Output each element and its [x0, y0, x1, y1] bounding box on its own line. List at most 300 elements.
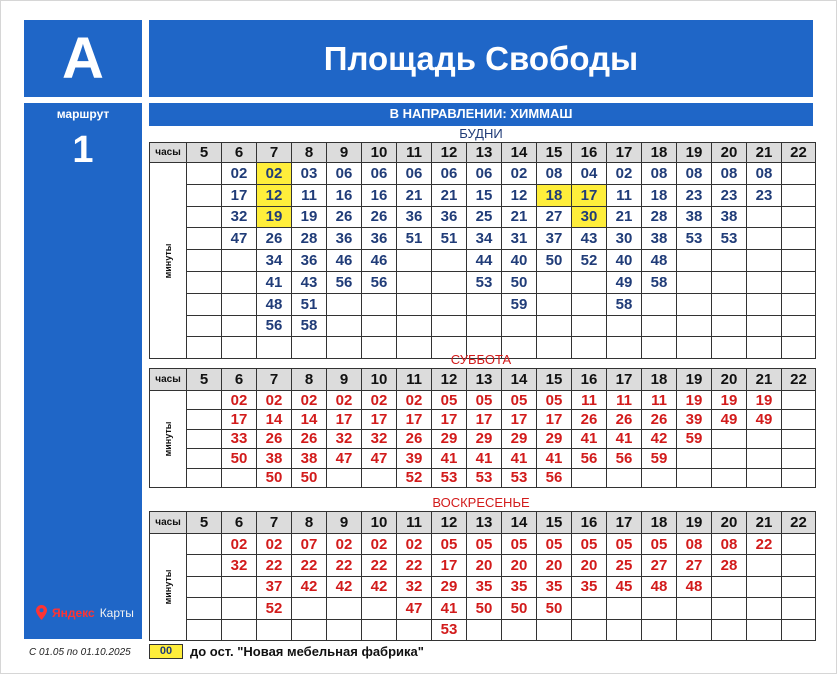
minute-cell [432, 271, 467, 293]
minute-cell [187, 449, 222, 468]
minute-cell: 05 [537, 534, 572, 555]
hour-cell: 15 [537, 512, 572, 534]
minute-cell: 46 [327, 250, 362, 272]
minutes-label: минуты [163, 421, 173, 457]
minute-cell [397, 293, 432, 315]
minute-cell [187, 228, 222, 250]
minute-cell [222, 293, 257, 315]
minute-cell: 51 [292, 293, 327, 315]
route-letter: А [24, 20, 142, 97]
hours-row [150, 512, 816, 534]
hour-cell: 5 [187, 143, 222, 163]
minute-cell [502, 619, 537, 640]
minute-cell: 41 [607, 429, 642, 448]
minute-cell [187, 184, 222, 206]
minute-cell [712, 468, 747, 487]
hour-cell: 14 [502, 143, 537, 163]
minute-cell [502, 315, 537, 337]
minute-cell: 25 [607, 555, 642, 576]
minute-cell: 05 [432, 391, 467, 410]
minutes-row [150, 391, 816, 410]
minutes-row [150, 271, 816, 293]
minute-cell: 49 [747, 410, 782, 429]
minute-cell: 17 [432, 410, 467, 429]
minutes-row [150, 250, 816, 272]
minute-cell [642, 315, 677, 337]
minute-cell [782, 468, 816, 487]
hour-cell: 14 [502, 369, 537, 391]
hour-cell: 7 [257, 143, 292, 163]
minute-cell: 26 [257, 429, 292, 448]
minute-cell: 39 [397, 449, 432, 468]
hour-cell: 16 [572, 143, 607, 163]
minute-cell: 19 [292, 206, 327, 228]
minute-cell: 28 [292, 228, 327, 250]
minute-cell: 35 [537, 576, 572, 597]
minute-cell: 16 [327, 184, 362, 206]
minute-cell: 56 [607, 449, 642, 468]
minute-cell: 43 [292, 271, 327, 293]
hours-row [150, 143, 816, 163]
minute-cell-highlighted: 30 [572, 206, 607, 228]
minute-cell: 05 [572, 534, 607, 555]
hour-cell: 9 [327, 143, 362, 163]
minute-cell: 32 [327, 429, 362, 448]
minute-cell: 36 [397, 206, 432, 228]
minutes-label-cell [150, 391, 187, 488]
hour-cell: 7 [257, 512, 292, 534]
hour-cell: 6 [222, 369, 257, 391]
minute-cell: 29 [467, 429, 502, 448]
minute-cell [187, 619, 222, 640]
minute-cell: 27 [537, 206, 572, 228]
minute-cell: 14 [292, 410, 327, 429]
minute-cell: 52 [572, 250, 607, 272]
minute-cell: 34 [257, 250, 292, 272]
minute-cell [222, 250, 257, 272]
minute-cell [187, 163, 222, 185]
minute-cell-highlighted: 18 [537, 184, 572, 206]
minute-cell-highlighted: 12 [257, 184, 292, 206]
minute-cell: 50 [467, 598, 502, 619]
minute-cell [397, 271, 432, 293]
minute-cell: 29 [537, 429, 572, 448]
minute-cell-highlighted: 17 [572, 184, 607, 206]
minute-cell: 20 [572, 555, 607, 576]
legend-text: до ост. "Новая мебельная фабрика" [190, 644, 424, 659]
day-label-saturday: СУББОТА [450, 352, 512, 367]
minute-cell [747, 429, 782, 448]
minute-cell [782, 429, 816, 448]
minute-cell [187, 598, 222, 619]
minute-cell [782, 184, 816, 206]
minute-cell [607, 619, 642, 640]
minute-cell: 36 [362, 228, 397, 250]
minute-cell [432, 250, 467, 272]
day-label-weekdays: БУДНИ [459, 126, 503, 141]
minute-cell: 02 [327, 534, 362, 555]
minute-cell: 38 [292, 449, 327, 468]
hour-cell: 5 [187, 512, 222, 534]
minutes-label: минуты [163, 243, 173, 278]
hour-cell: 15 [537, 369, 572, 391]
minute-cell [782, 271, 816, 293]
hour-cell: 8 [292, 369, 327, 391]
hour-cell: 20 [712, 143, 747, 163]
minute-cell [782, 250, 816, 272]
minute-cell [677, 598, 712, 619]
timetable-weekdays [149, 142, 816, 359]
minute-cell: 26 [257, 228, 292, 250]
minute-cell: 22 [327, 555, 362, 576]
minutes-row [150, 163, 816, 185]
minute-cell [782, 315, 816, 337]
minute-cell: 17 [397, 410, 432, 429]
minute-cell [257, 619, 292, 640]
minutes-label: минуты [163, 569, 173, 605]
minute-cell [362, 315, 397, 337]
minutes-row [150, 293, 816, 315]
minute-cell: 49 [712, 410, 747, 429]
minute-cell: 56 [362, 271, 397, 293]
minute-cell [327, 598, 362, 619]
minute-cell: 17 [502, 410, 537, 429]
minute-cell [747, 619, 782, 640]
minute-cell: 22 [397, 555, 432, 576]
route-sidebar [24, 103, 142, 639]
minutes-row [150, 410, 816, 429]
minute-cell: 22 [362, 555, 397, 576]
minute-cell: 23 [677, 184, 712, 206]
stop-name: Площадь Свободы [149, 20, 813, 97]
minute-cell [782, 293, 816, 315]
minute-cell [362, 619, 397, 640]
minute-cell: 02 [502, 163, 537, 185]
hour-cell: 21 [747, 143, 782, 163]
minute-cell: 59 [642, 449, 677, 468]
minute-cell: 02 [222, 163, 257, 185]
minute-cell: 26 [362, 206, 397, 228]
minute-cell: 04 [572, 163, 607, 185]
hour-cell: 17 [607, 143, 642, 163]
minute-cell [397, 315, 432, 337]
minute-cell: 53 [712, 228, 747, 250]
minute-cell: 42 [292, 576, 327, 597]
minute-cell [362, 293, 397, 315]
minute-cell [327, 315, 362, 337]
minute-cell [782, 534, 816, 555]
minute-cell: 47 [222, 228, 257, 250]
brand-name-maps: Карты [99, 605, 134, 620]
minute-cell-highlighted: 19 [257, 206, 292, 228]
minute-cell: 50 [537, 598, 572, 619]
minute-cell: 21 [607, 206, 642, 228]
minute-cell [537, 619, 572, 640]
minute-cell: 42 [642, 429, 677, 448]
minute-cell [537, 293, 572, 315]
minute-cell: 59 [502, 293, 537, 315]
minute-cell [362, 468, 397, 487]
minute-cell [292, 619, 327, 640]
minute-cell: 05 [467, 391, 502, 410]
minute-cell [747, 468, 782, 487]
minute-cell [747, 315, 782, 337]
hour-cell: 18 [642, 369, 677, 391]
hour-cell: 19 [677, 512, 712, 534]
minute-cell: 05 [467, 534, 502, 555]
minute-cell [642, 293, 677, 315]
minute-cell: 12 [502, 184, 537, 206]
minute-cell: 18 [642, 184, 677, 206]
minute-cell [782, 163, 816, 185]
legend-swatch: 00 [149, 644, 183, 659]
minute-cell: 41 [502, 449, 537, 468]
minute-cell: 47 [327, 449, 362, 468]
minute-cell: 23 [747, 184, 782, 206]
minute-cell [782, 391, 816, 410]
minute-cell [537, 315, 572, 337]
minute-cell: 06 [327, 163, 362, 185]
minute-cell: 08 [747, 163, 782, 185]
minute-cell: 06 [362, 163, 397, 185]
minute-cell: 26 [642, 410, 677, 429]
minute-cell [747, 576, 782, 597]
minute-cell: 56 [572, 449, 607, 468]
minute-cell: 53 [432, 468, 467, 487]
minute-cell: 50 [292, 468, 327, 487]
minute-cell: 25 [467, 206, 502, 228]
minute-cell [747, 598, 782, 619]
minute-cell: 27 [642, 555, 677, 576]
minute-cell: 20 [537, 555, 572, 576]
minute-cell: 19 [712, 391, 747, 410]
hour-cell: 16 [572, 369, 607, 391]
minutes-row [150, 429, 816, 448]
minute-cell [572, 293, 607, 315]
minutes-row [150, 576, 816, 597]
minute-cell: 20 [502, 555, 537, 576]
minute-cell: 21 [432, 184, 467, 206]
minute-cell: 38 [642, 228, 677, 250]
minutes-row [150, 534, 816, 555]
minute-cell: 41 [572, 429, 607, 448]
hour-cell: 17 [607, 512, 642, 534]
hour-cell: 18 [642, 512, 677, 534]
minute-cell: 05 [642, 534, 677, 555]
minute-cell: 36 [327, 228, 362, 250]
minute-cell: 22 [747, 534, 782, 555]
minute-cell: 50 [502, 598, 537, 619]
minute-cell: 47 [362, 449, 397, 468]
hour-cell: 19 [677, 369, 712, 391]
hour-cell: 10 [362, 143, 397, 163]
hour-cell: 20 [712, 512, 747, 534]
minute-cell: 11 [572, 391, 607, 410]
minute-cell [747, 250, 782, 272]
minute-cell [712, 250, 747, 272]
minute-cell [187, 271, 222, 293]
minutes-row [150, 468, 816, 487]
minute-cell: 06 [397, 163, 432, 185]
minute-cell: 15 [467, 184, 502, 206]
minute-cell: 29 [432, 429, 467, 448]
minute-cell [712, 449, 747, 468]
minute-cell [187, 410, 222, 429]
minute-cell: 28 [712, 555, 747, 576]
minute-cell [642, 619, 677, 640]
minute-cell: 05 [502, 391, 537, 410]
minute-cell [747, 206, 782, 228]
minute-cell [677, 619, 712, 640]
minute-cell [782, 555, 816, 576]
hour-cell: 17 [607, 369, 642, 391]
minute-cell: 38 [257, 449, 292, 468]
minute-cell: 05 [537, 391, 572, 410]
minute-cell: 48 [677, 576, 712, 597]
minute-cell [642, 468, 677, 487]
hour-cell: 22 [782, 512, 816, 534]
minute-cell: 44 [467, 250, 502, 272]
minute-cell: 53 [677, 228, 712, 250]
minute-cell [782, 619, 816, 640]
minute-cell: 41 [467, 449, 502, 468]
minute-cell [187, 315, 222, 337]
minute-cell [782, 449, 816, 468]
minute-cell: 19 [677, 391, 712, 410]
minute-cell: 21 [397, 184, 432, 206]
minute-cell: 08 [677, 163, 712, 185]
minute-cell [572, 271, 607, 293]
timetable-saturday [149, 368, 816, 488]
minute-cell [397, 250, 432, 272]
minute-cell: 08 [712, 534, 747, 555]
minute-cell [187, 468, 222, 487]
minute-cell [327, 468, 362, 487]
minute-cell [677, 315, 712, 337]
minute-cell [712, 293, 747, 315]
minutes-row [150, 228, 816, 250]
minute-cell: 45 [607, 576, 642, 597]
minute-cell: 50 [257, 468, 292, 487]
minute-cell [327, 293, 362, 315]
minute-cell [782, 206, 816, 228]
minute-cell [572, 598, 607, 619]
hour-cell: 16 [572, 512, 607, 534]
minute-cell: 06 [432, 163, 467, 185]
minute-cell: 30 [607, 228, 642, 250]
minutes-label-cell [150, 163, 187, 359]
minute-cell: 53 [432, 619, 467, 640]
minute-cell [572, 468, 607, 487]
hour-cell: 9 [327, 369, 362, 391]
yandex-maps-logo [36, 605, 134, 620]
minute-cell: 19 [747, 391, 782, 410]
brand-name-yandex: Яндекс [52, 605, 95, 620]
minute-cell: 32 [397, 576, 432, 597]
minute-cell [187, 576, 222, 597]
minute-cell: 58 [607, 293, 642, 315]
minute-cell [747, 271, 782, 293]
minute-cell: 47 [397, 598, 432, 619]
hour-cell: 13 [467, 512, 502, 534]
minute-cell: 02 [327, 391, 362, 410]
minute-cell [712, 271, 747, 293]
minute-cell: 08 [677, 534, 712, 555]
day-label-sunday: ВОСКРЕСЕНЬЕ [432, 495, 530, 510]
hour-cell: 8 [292, 143, 327, 163]
minute-cell [467, 315, 502, 337]
minute-cell: 36 [292, 250, 327, 272]
hour-cell: 20 [712, 369, 747, 391]
minute-cell: 53 [467, 271, 502, 293]
minute-cell [782, 598, 816, 619]
minute-cell: 16 [362, 184, 397, 206]
hour-cell: 11 [397, 369, 432, 391]
minute-cell: 32 [362, 429, 397, 448]
minute-cell [572, 315, 607, 337]
hour-cell: 18 [642, 143, 677, 163]
minute-cell: 11 [292, 184, 327, 206]
minute-cell: 39 [677, 410, 712, 429]
hour-cell: 15 [537, 143, 572, 163]
minute-cell: 56 [537, 468, 572, 487]
minute-cell [642, 598, 677, 619]
minute-cell [712, 598, 747, 619]
minute-cell: 40 [607, 250, 642, 272]
minute-cell: 31 [502, 228, 537, 250]
minute-cell: 41 [257, 271, 292, 293]
minutes-row [150, 206, 816, 228]
minute-cell [222, 315, 257, 337]
minute-cell: 35 [572, 576, 607, 597]
minutes-row [150, 184, 816, 206]
minute-cell [782, 576, 816, 597]
minute-cell: 38 [712, 206, 747, 228]
minute-cell [222, 468, 257, 487]
hour-cell: 8 [292, 512, 327, 534]
minute-cell: 49 [607, 271, 642, 293]
minute-cell [712, 315, 747, 337]
minute-cell [607, 468, 642, 487]
minute-cell [222, 598, 257, 619]
minute-cell: 21 [502, 206, 537, 228]
minutes-row [150, 555, 816, 576]
minute-cell [222, 271, 257, 293]
minute-cell: 11 [607, 184, 642, 206]
minutes-label-cell [150, 534, 187, 641]
minute-cell [747, 228, 782, 250]
minute-cell [187, 534, 222, 555]
minute-cell [747, 293, 782, 315]
minute-cell [677, 468, 712, 487]
hour-cell: 11 [397, 512, 432, 534]
minute-cell: 17 [432, 555, 467, 576]
hour-cell: 6 [222, 512, 257, 534]
minute-cell: 52 [397, 468, 432, 487]
minutes-row [150, 598, 816, 619]
minute-cell: 23 [712, 184, 747, 206]
minute-cell: 08 [712, 163, 747, 185]
minute-cell: 26 [397, 429, 432, 448]
minute-cell: 26 [327, 206, 362, 228]
minute-cell [677, 293, 712, 315]
minute-cell: 52 [257, 598, 292, 619]
minute-cell [677, 271, 712, 293]
minute-cell: 05 [432, 534, 467, 555]
minute-cell: 05 [607, 534, 642, 555]
minute-cell [677, 449, 712, 468]
minute-cell: 35 [502, 576, 537, 597]
